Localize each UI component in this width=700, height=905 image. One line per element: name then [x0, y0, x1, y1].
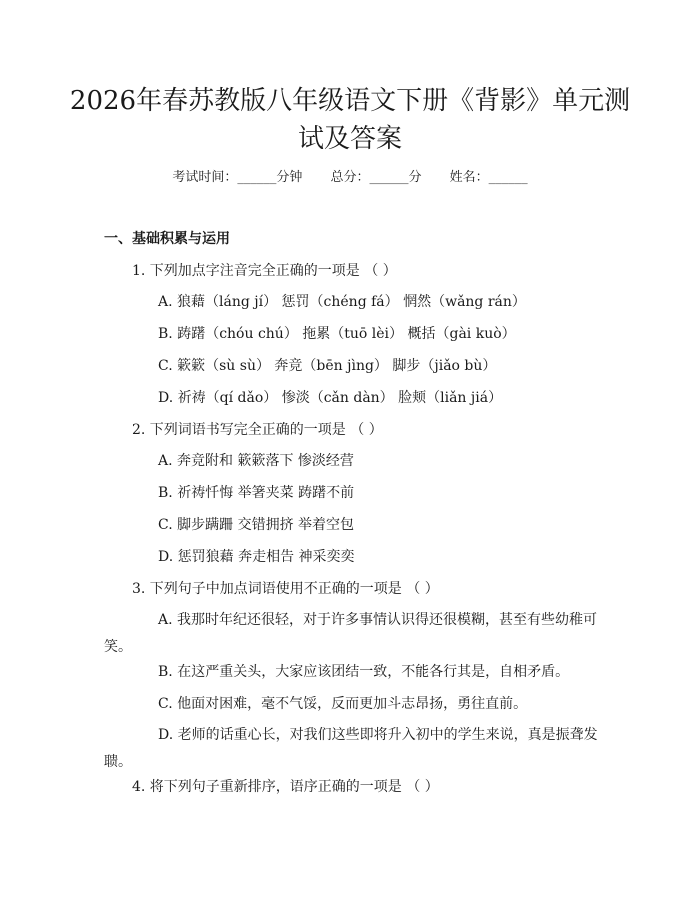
question-1-option-b: B. 踌躇（chóu chú） 拖累（tuō lèi） 概括（gài kuò） — [158, 326, 516, 342]
question-1-option-a: A. 狼藉（láng jí） 惩罚（chéng fá） 惘然（wǎng rán） — [158, 294, 526, 310]
question-1-option-d: D. 祈祷（qí dǎo） 惨淡（cǎn dàn） 脸颊（liǎn jiá） — [158, 390, 503, 406]
question-3-stem: 3. 下列句子中加点词语使用不正确的一项是 （ ） — [132, 581, 439, 597]
page-title: 2026年春苏教版八年级语文下册《背影》单元测试及答案 — [69, 86, 631, 154]
question-2-stem: 2. 下列词语书写完全正确的一项是 （ ） — [132, 422, 383, 438]
question-4-stem: 4. 将下列句子重新排序，语序正确的一项是 （ ） — [132, 779, 439, 795]
question-1-option-c: C. 簌簌（sù sù） 奔竞（bēn jìng） 脚步（jiǎo bù） — [158, 358, 497, 374]
student-name: 姓名：______ — [449, 170, 528, 185]
section-heading: 一、基础积累与运用 — [104, 231, 230, 247]
question-2-option-c: C. 脚步蹒跚 交错拥挤 举着空包 — [158, 517, 355, 533]
question-2-option-d: D. 惩罚狼藉 奔走相告 神采奕奕 — [158, 549, 355, 565]
question-3-option-a: A. 我那时年纪还很轻，对于许多事情认识得还很模糊，甚至有些幼稚可笑。 — [104, 612, 598, 655]
total-score: 总分：______分 — [330, 170, 422, 185]
question-3-option-b: B. 在这严重关头，大家应该团结一致，不能各行其是，自相矛盾。 — [158, 664, 570, 680]
exam-meta — [0, 168, 700, 188]
question-1-stem: 1. 下列加点字注音完全正确的一项是 （ ） — [132, 263, 397, 279]
question-2-option-b: B. 祈祷忏悔 举箸夹菜 踌躇不前 — [158, 485, 355, 501]
exam-time: 考试时间：______分钟 — [172, 170, 303, 185]
question-3-option-c: C. 他面对困难，毫不气馁，反而更加斗志昂扬，勇往直前。 — [158, 696, 528, 712]
question-2-option-a: A. 奔竞附和 簌簌落下 惨淡经营 — [158, 453, 354, 469]
question-3-option-d: D. 老师的话重心长，对我们这些即将升入初中的学生来说，真是振聋发聩。 — [104, 727, 598, 770]
